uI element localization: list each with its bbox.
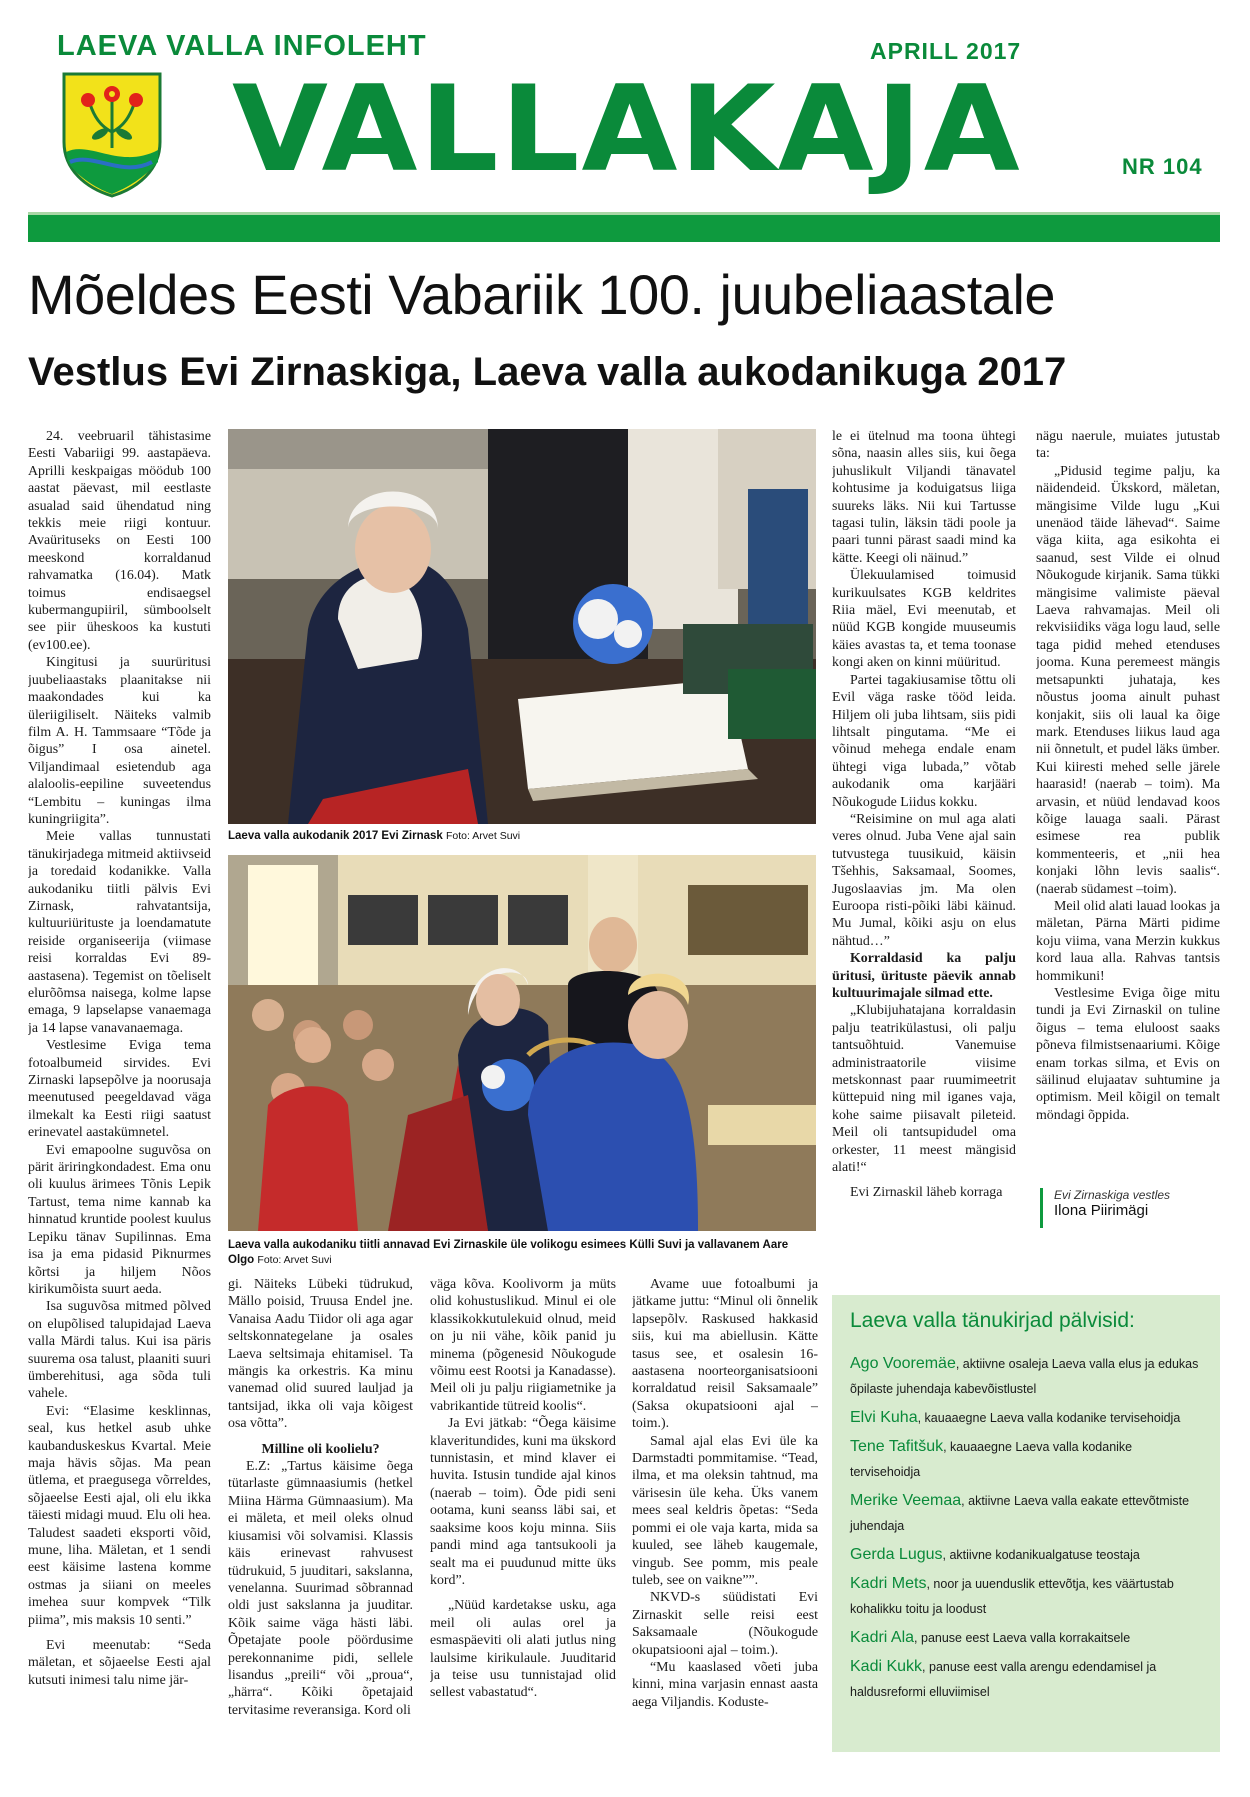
award-item [850, 1571, 1202, 1622]
award-text: , kauaaegne Laeva valla kodanike tervisehoidja [917, 1411, 1181, 1425]
paragraph: Vestlesime Eviga tema fotoalbumeid sirvides. Evi Zirnaski lapsepõlve ja noorusaja meenutused peegeldavad väga ilmekalt ka Eesti riigi saatust erinevatel aastakümnetel. [28, 1038, 211, 1141]
award-text: , noor ja uuenduslik ettevõtja, kes väärtustab kohalikku toitu ja loodust [850, 1577, 1174, 1616]
award-item [850, 1654, 1202, 1705]
photo-award-ceremony [228, 855, 816, 1231]
issue-date: APRILL 2017 [870, 38, 1022, 64]
article-column-3 [430, 1276, 616, 1760]
awards-title: Laeva valla tänukirjad pälvisid: [850, 1309, 1135, 1332]
award-name: Elvi Kuha [850, 1409, 918, 1426]
paragraph: gi. Näiteks Lübeki tüdrukud, Mällo poisid, Truusa Endel jne. Vanaisa Aadu Tiidor oli aga agar seltskonnategelane ja osales Laeva seltsimaja ehitamisel. Ta mängis ka orkestris. Ka minu vanemad olid suured lauljad ja tantsijad, ikka oli vaja kõigest osa võtta”. [228, 1277, 413, 1432]
paragraph: Meil olid alati lauad lookas ja mäletan, Pärna Märti pidime koju viima, vana Merzin kukkus kord laua alla. Rahvas tantsis hommikuni! [1036, 898, 1220, 984]
award-name: Merike Veemaa [850, 1492, 962, 1509]
award-item [850, 1351, 1202, 1402]
article-headline: Mõeldes Eesti Vabariik 100. juubeliaastale [28, 263, 1056, 326]
photo-2-caption [228, 1238, 816, 1268]
award-text: , kauaaegne Laeva valla kodanike tervisehoidja [850, 1440, 1133, 1479]
coat-of-arms-icon [60, 70, 164, 198]
paragraph: Ülekuulamised toimusid kurikuulsates KGB keldrites Riia mäel, Evi meenutab, et nüüd KGB kongide muuseumis käies avastas ta, et tema toonase kongi aken on kinni müüritud. [832, 568, 1016, 671]
paragraph: Evi Zirnaskil läheb korraga [850, 1185, 1003, 1201]
byline [1040, 1188, 1220, 1219]
paragraph: Vestlesime Eviga õige mitu tundi ja Evi Zirnaskil on tuline õigus – tema eluloost saaks põneva filmistsenaariumi. Kõige enam torkas silma, et Evis on säilinud elujaatav suhtumine ja optimism. Meil kõigil on temalt möndagi õppida. [1036, 986, 1220, 1123]
photo-credit: Foto: Arvet Suvi [446, 830, 521, 842]
masthead-bar [28, 212, 1220, 242]
paragraph: nägu naerule, muiates jutustab ta: [1036, 429, 1220, 462]
paragraph: Avame uue fotoalbumi ja jätkame juttu: “Minul oli õnnelik lapsepõlv. Raskused hakkasid siis, kui ma abiellusin. Kätte tasus see, et osalesin 16-aastasena noorteorganisatsiooni korraldatud reisil Saksamaale” (Saksa okupatsiooni ajal – toim.). [632, 1277, 818, 1432]
caption-text: Laeva valla aukodanik 2017 Evi Zirnask [228, 830, 443, 842]
award-name: Kadri Ala [850, 1629, 915, 1646]
award-name: Gerda Lugus [850, 1546, 943, 1563]
masthead-title: VALLAKAJA [232, 60, 1022, 199]
award-name: Kadi Kukk [850, 1658, 923, 1675]
issue-number: NR 104 [1122, 154, 1203, 179]
award-text: , aktiivne kodanikualgatuse teostaja [942, 1548, 1140, 1562]
paragraph: Evi emapoolne suguvõsa on pärit äriringkondadest. Ema onu oli kuulus ärimees Tõnis Lepik Tartust, tema nime kannab ka hinnatud kruntide poolest kuulus Lepiku tänav Supilinnas. Ema isa ja ema pidasid Piknurmes kõrtsi ja hiljem Nõos kirikumõista suurt aeda. [28, 1142, 211, 1297]
paragraph: Kingitusi ja suurüritusi juubeliaastaks plaanitakse nii maakondades kui ka üleriigiliselt. Näiteks valmib film A. H. Tammsaare “Tõde ja õigus” I osa ainetel. Viljandimaal esietendub aga alaloolis-eepiline suveetendus “Lembitu – kuningas ilma kuningriigita”. [28, 655, 211, 827]
byline-label: Evi Zirnaskiga vestles [1054, 1188, 1171, 1202]
award-text: , panuse eest Laeva valla korrakaitsele [914, 1631, 1131, 1645]
award-item [850, 1488, 1202, 1539]
award-name: Kadri Mets [850, 1575, 927, 1592]
article-subhead: Vestlus Evi Zirnaskiga, Laeva valla aukodanikuga 2017 [28, 350, 1067, 394]
photo-evi-signing-book [228, 429, 816, 824]
paragraph: 24. veebruaril tähistasime Eesti Vabariigi 99. aastapäeva. Aprilli keskpaigas möödub 100 aastat päevast, mil eestlaste asualad said ühendatud ning tekkis meie riigi kontuur. Avaürituseks on Eesti 100 meeskond korraldanud rahvamatka (16.04). Matk toimus endisaegsel kubermangupiiril, sümboolselt see piir üheskoos ka kustuti (ev100.ee). [28, 429, 211, 653]
paragraph: “Reisimine on mul aga alati veres olnud. Juba Vene ajal sain tutvustega tuusikuid, käisin Tšehhis, Saksamaal, Soomes, Jugoslaavias jm. Ma olen Euroopa risti-põiki läbi käinud. Mu Jumal, kõiki asju on elus nähtud…” [832, 811, 1016, 949]
award-text: , aktiivne Laeva valla eakate ettevõtmiste juhendaja [850, 1494, 1190, 1533]
award-item [850, 1542, 1202, 1568]
paragraph: „Pidusid tegime palju, ka näidendeid. Ükskord, mäletan, mängisime Vilde lugu „Kui unenäod täide lähevad“. Saime väga kiita, aga esikohta ei saanud, sest Vilde ei olnud Nõukogude kirjanik. Sama tükki mängisime valimiste päeval Laeva rahvamajas. Meil oli rekvisiidiks väga logu laud, selle taga pidid mehed etenduses jooma. Kuna peremeest mängis metsapunkti juhataja, kes nõustus jooma ainult puhast konjakit, siis oli laual ka õige mark. Etenduses liikus laud aga nii õnnetult, et pudel läks ümber. Kui kiiresti mehed selle järele haarasid! (naerab – toim). Ma arvasin, et nüüd lendavad koos kõige lauaga saali. Pärast esimese rea publik kommenteeris, et „nii hea konjaki lõhn levis saalis“. (naerab südamest –toim). [1036, 463, 1220, 897]
article-column-5 [832, 428, 1016, 1268]
paragraph: le ei ütelnud ma toona ühtegi sõna, naasin alles siis, kui õega juhuslikult Viljandi tänavatel kohtusime ja koduigatsus liiga suureks läks. Nii kui Tartusse tagasi tulin, läksin tädi poole ja paari tunni pärast saadi mind ka kätte. Keegi oli näinud.” [832, 429, 1016, 566]
paragraph: väga kõva. Koolivorm ja müts olid kohustuslikud. Minul ei ole klassikokkutulekuid olnud, meid on ju nii vähe, kõik panid ju minema (põgenesid Nõukogude võimu eest Rootsi ja Kanadasse). Meil oli ju palju riigiametnike ja vabrikantide tütreid koolis“. [430, 1277, 616, 1414]
photo-1-caption [228, 829, 816, 844]
award-item [850, 1625, 1202, 1651]
paragraph: Isa suguvõsa mitmed põlved on elupõlised talupidajad Laeva valla Märdi talus. Kui isa päris suurema osa talust, plaaniti suuri ümberehitusi, aga sõda tuli vahele. [28, 1299, 211, 1402]
award-item [850, 1405, 1202, 1431]
caption-text: Laeva valla aukodaniku tiitli annavad Evi Zirnaskile üle volikogu esimees Külli Suvi ja vallavanem Aare Olgo [228, 1239, 789, 1266]
award-text: , aktiivne osaleja Laeva valla elus ja edukas õpilaste juhendaja kabevõistlustel [850, 1357, 1199, 1396]
article-column-1 [28, 428, 211, 1762]
paragraph: “Mu kaaslased võeti juba kinni, mina varjasin ennast aasta aega Viljandis. Koduste- [632, 1659, 818, 1710]
paragraph: Ja Evi jätkab: “Õega käisime klaveritundides, kuni ma ükskord tunnistasin, et mind klaver ei huvita. Istusin tundide ajal kinos (naerab – toim). Õde pidi seni ootama, kuni seanss läbi sai, et saaksime koos koju minna. Siis pandi mind aga tantsukooli ja sealt ma ei puudunud mitte üks kord”. [430, 1416, 616, 1588]
article-column-4 [632, 1276, 818, 1760]
award-name: Tene Tafitšuk [850, 1438, 944, 1455]
article-column-6 [1036, 428, 1220, 1183]
award-name: Ago Vooremäe [850, 1355, 956, 1372]
award-text: , panuse eest valla arengu edendamisel ja haldusreformi elluviimisel [850, 1660, 1157, 1699]
paragraph: Evi: “Elasime kesklinnas, seal, kus hetkel asub uhke kaubanduskeskus Kvartal. Meie maja hävis sõjas. Ma pean ütlema, et praegusega võrreldes, sõjaeelse Eesti ajal, oli elu ikka täiesti midagi muud. Elu oli hea. Taludest saadeti eksporti võid, mune, liha. Mäletan, et 1 sendi eest käisime lastena komme ostmas ja siiani on meeles imehea suur kompvek “Tilk piima”, mis maksis 10 senti.” [28, 1403, 211, 1628]
subheading: Milline oli koolielu? [261, 1441, 380, 1457]
awards-box [832, 1295, 1220, 1752]
masthead-subtitle: LAEVA VALLA INFOLEHT [57, 30, 427, 62]
paragraph: Evi meenutab: “Seda mäletan, et sõjaeelse Eesti ajal kutsuti inimesi talu nime jär- [28, 1638, 211, 1688]
award-item [850, 1434, 1202, 1485]
subheading: Korraldasid ka palju üritusi, ürituste päevik annab kultuurimajale silmad ette. [832, 951, 1016, 1001]
byline-author: Ilona Piirimägi [1054, 1202, 1149, 1219]
paragraph: E.Z: „Tartus käisime õega tütarlaste gümnaasiumis (hetkel Miina Härma Gümnaasium). Ma ei mäleta, et meil oleks olnud kiusamisi või solvamisi. Klassis käis erinevast rahvusest tüdrukuid, 5 juuditari, sakslanna, venelanna. Suurimad sõbrannad oldi just sakslanna ja juuditar. Kõik saime väga hästi läbi. Õpetajate poole pöördusime perekonnanime pidi, sellele lisandus „preili“ või „proua“, „härra“. Kõiki õpetajaid tervitasime reveransiga. Kord oli [228, 1459, 413, 1718]
article-column-2 [228, 1276, 413, 1760]
paragraph: Meie vallas tunnustati tänukirjadega mitmeid aktiivseid ja toredaid kodanikke. Valla aukodaniku tiitli pälvis Evi Zirnask, rahvatantsija, kultuuriürituste ja loendamatute reiside organiseerija (viimase reisi korraldas Evi 89-aastasena). Tegemist on tõeliselt elurõõmsa naisega, kolme lapse emaga, 9 lapselapse vanaemaga ja 14 lapse vanavanaemaga. [28, 829, 211, 1036]
photo-credit: Foto: Arvet Suvi [257, 1254, 332, 1266]
paragraph: NKVD-s süüdistati Evi Zirnaskit selle reisi eest Saksamaale (Nõukogude okupatsiooni ajal – toim.). [632, 1590, 818, 1658]
paragraph: Samal ajal elas Evi üle ka Darmstadti pommitamise. “Tead, ilma, et ma oleksin tahtnud, ma värisesin üle keha. Üks vanem mees seal keldris õpetas: “Seda pommi ei ole vaja karta, mida sa kuuled, see läheb kaugemale, vingub. See pomm, mis peale tuleb, see on vaikne””. [632, 1433, 818, 1588]
paragraph: „Nüüd kardetakse usku, aga meil oli aulas orel ja esmaspäeviti oli alati jutlus ning laulsime kirikulaule. Juuditarid ja teise usu tunnistajad olid sellest vabastatud“. [430, 1598, 616, 1701]
paragraph: Partei tagakiusamise tõttu oli Evil väga raske tööd leida. Hiljem oli juba lihtsam, siis pidi lihtsalt pingutama. “Me ei võinud mehega endale enam ühtegi viga lubada,” võtab aukodanik oma karjääri Nõukogude Liidus kokku. [832, 672, 1016, 810]
paragraph: „Klubijuhatajana korraldasin palju teatrikülastusi, oli palju tantsuõhtuid. Vanemuise administraatorile viisime metskonnast paar ruumimeetrit küttepuid ning mil iganes vaja, kohe saime piisavalt pileteid. Meil oli tantsupidudel oma orkester, 11 meest mängisid alati!“ [832, 1003, 1016, 1176]
